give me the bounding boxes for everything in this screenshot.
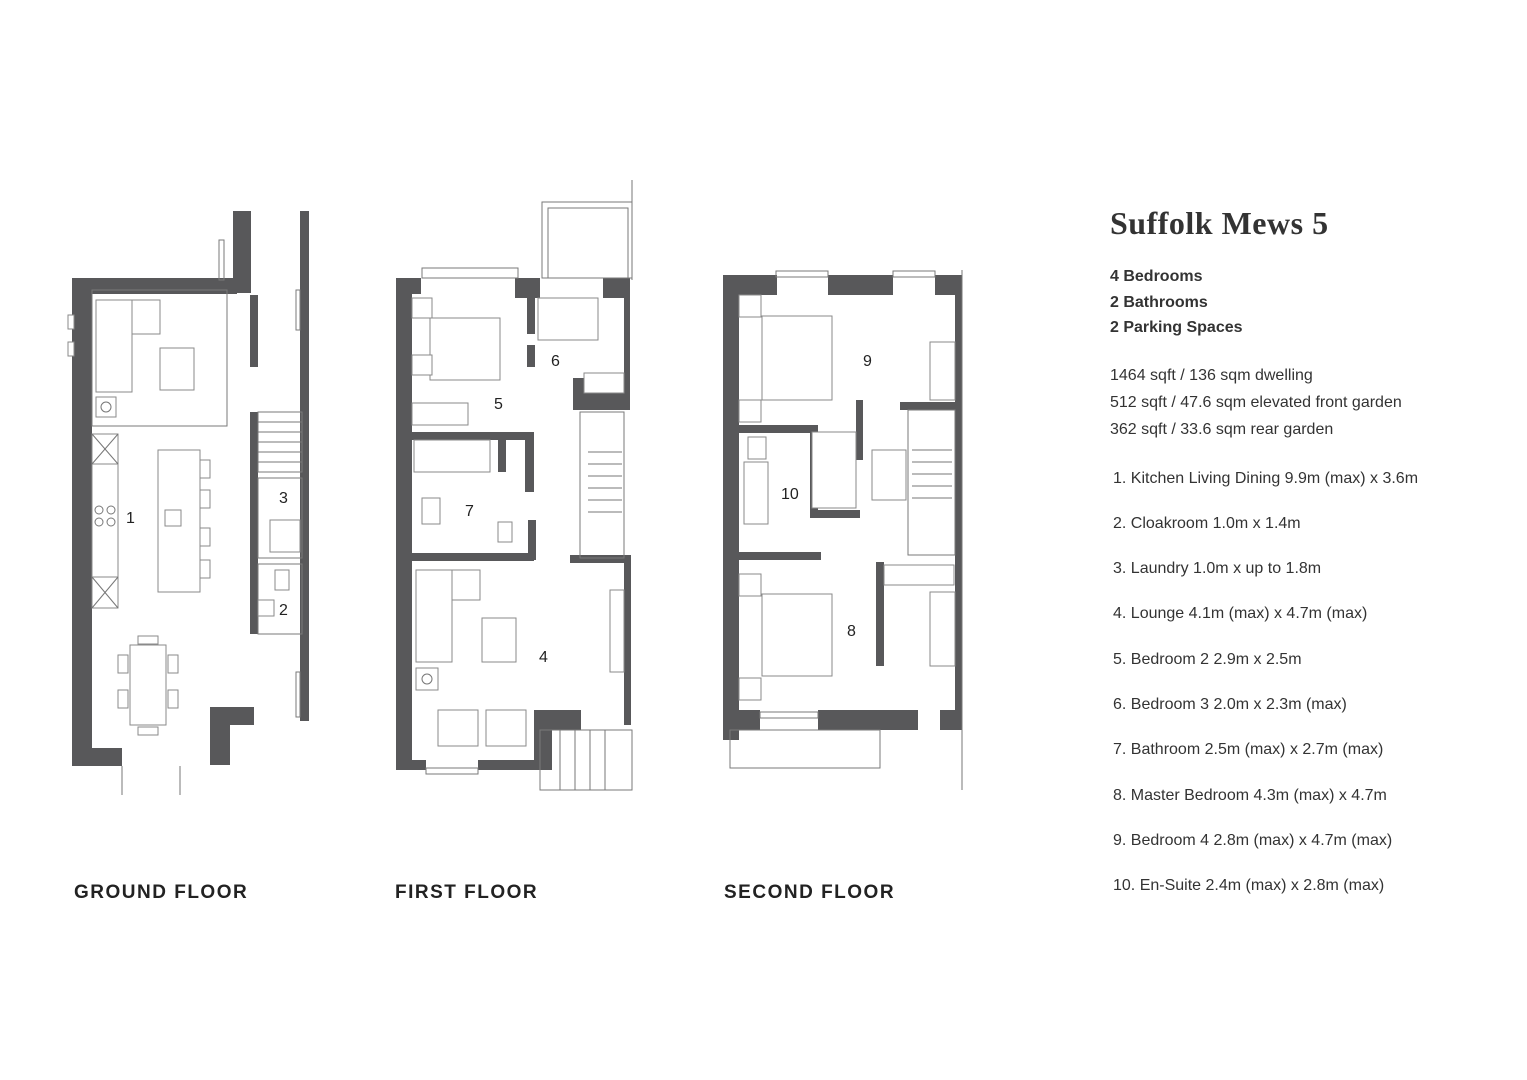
second-floor-plan — [723, 270, 962, 790]
room-number-10: 10 — [781, 486, 799, 503]
property-areas — [1110, 362, 1510, 443]
room-item: 1. Kitchen Living Dining 9.9m (max) x 3.6m — [1113, 469, 1419, 487]
second-floor-label: SECOND FLOOR — [724, 882, 896, 903]
property-title: Suffolk Mews 5 — [1110, 205, 1329, 241]
room-item: 4. Lounge 4.1m (max) x 4.7m (max) — [1113, 605, 1368, 623]
room-item: 6. Bedroom 3 2.0m x 2.3m (max) — [1113, 695, 1347, 713]
property-summary — [1110, 264, 1510, 341]
room-number-1: 1 — [126, 510, 135, 527]
room-item: 9. Bedroom 4 2.8m (max) x 4.7m (max) — [1113, 831, 1393, 849]
room-number-2: 2 — [279, 602, 288, 619]
room-number-7: 7 — [465, 503, 474, 520]
area-rear-garden: 362 sqft / 33.6 sqm rear garden — [1110, 420, 1334, 438]
summary-bathrooms: 2 Bathrooms — [1110, 293, 1208, 311]
ground-floor-plan — [68, 211, 309, 795]
room-item: 5. Bedroom 2 2.9m x 2.5m — [1113, 650, 1302, 668]
room-number-8: 8 — [847, 623, 856, 640]
area-dwelling: 1464 sqft / 136 sqm dwelling — [1110, 366, 1313, 384]
area-front-garden: 512 sqft / 47.6 sqm elevated front garden — [1110, 393, 1402, 411]
room-item: 10. En-Suite 2.4m (max) x 2.8m (max) — [1113, 877, 1385, 895]
room-item: 7. Bathroom 2.5m (max) x 2.7m (max) — [1113, 741, 1384, 759]
room-number-3: 3 — [279, 490, 288, 507]
room-schedule — [1110, 469, 1510, 922]
ground-floor-label: GROUND FLOOR — [74, 882, 249, 903]
room-item: 2. Cloakroom 1.0m x 1.4m — [1113, 514, 1301, 532]
room-number-9: 9 — [863, 353, 872, 370]
room-item: 3. Laundry 1.0m x up to 1.8m — [1113, 560, 1322, 578]
summary-parking: 2 Parking Spaces — [1110, 319, 1243, 336]
room-item: 8. Master Bedroom 4.3m (max) x 4.7m — [1113, 786, 1387, 804]
room-number-6: 6 — [551, 353, 560, 370]
room-number-4: 4 — [539, 649, 548, 666]
first-floor-label: FIRST FLOOR — [395, 882, 539, 903]
summary-bedrooms: 4 Bedrooms — [1110, 268, 1203, 285]
property-info — [1110, 205, 1510, 921]
room-number-5: 5 — [494, 396, 503, 413]
first-floor-plan — [396, 180, 632, 790]
